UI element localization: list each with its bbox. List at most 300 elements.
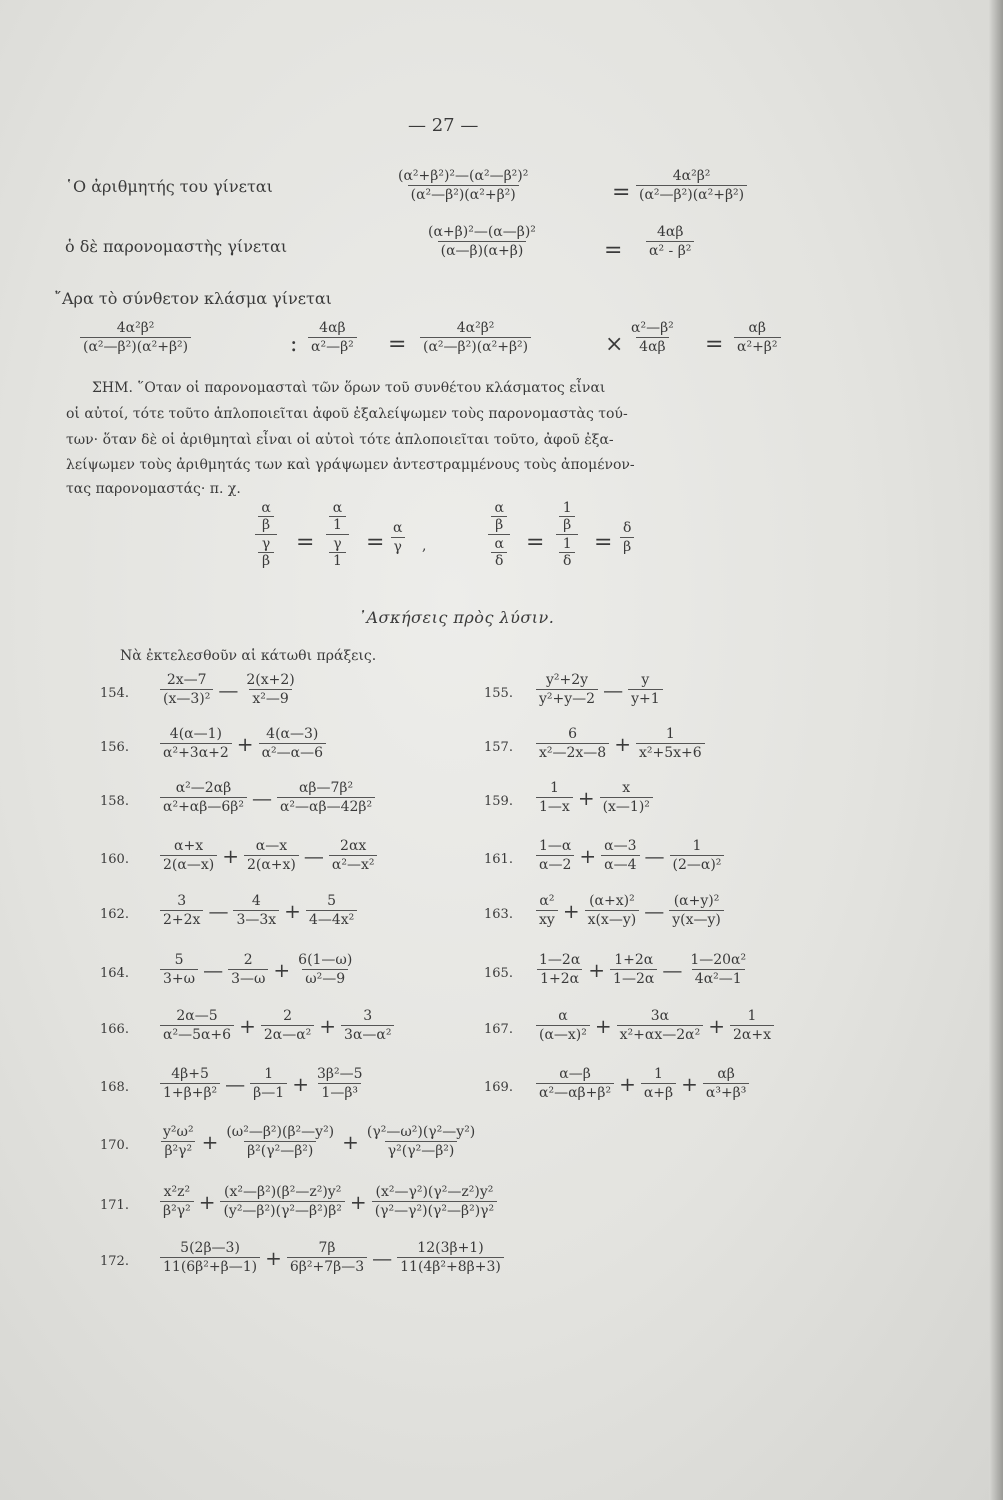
exercises-heading: ᾿Ασκήσεις πρὸς λύσιν. [358,608,555,627]
compound-numerator [556,500,578,534]
exercise-expression [160,1066,365,1101]
plus-sign: + [222,843,239,868]
fraction-denominator: x²—9 [249,689,291,707]
fraction-denominator: α²+β² [734,337,781,355]
fraction [397,1240,504,1275]
fraction-numerator: γ [261,536,271,552]
compound-fraction [556,500,578,569]
exercise-expression [160,726,326,761]
fraction-denominator: 2(α+x) [244,855,299,873]
compound-numerator [488,500,510,534]
fraction-denominator: β [258,516,274,533]
fraction-denominator: x(x—y) [585,910,640,928]
fraction [425,224,539,259]
fraction [687,952,749,987]
fraction [244,838,299,873]
fraction-numerator: 1 [665,726,675,742]
division-sign: : [290,332,298,357]
fraction [617,1008,704,1043]
fraction-numerator: y²ω² [163,1124,194,1140]
compound-numerator [255,500,277,534]
exercise-number: 168. [100,1080,129,1095]
minus-sign: — [603,677,624,702]
fraction-denominator: 1—2α [610,969,657,987]
exercise-number: 155. [484,686,513,701]
fraction [620,520,634,555]
fraction-numerator: 3 [363,1008,373,1024]
minus-sign: — [644,843,665,868]
exercise-number: 154. [100,686,129,701]
exercise-expression [160,1240,504,1275]
exercise-number: 172. [100,1254,129,1269]
exercise-number: 165. [484,966,513,981]
fraction-denominator: β [559,516,575,533]
fraction-numerator: α [558,1008,568,1024]
fraction [536,672,598,707]
fraction [223,1124,337,1159]
compound-numerator [326,500,349,534]
fraction-numerator: αβ [748,320,767,336]
exercise-expression [536,838,724,873]
fraction [233,893,279,928]
minus-sign: — [372,1245,393,1270]
fraction-numerator: α [261,500,271,516]
fraction-denominator: (y²—β²)(γ²—β²)β² [220,1201,344,1219]
compound-denominator [488,534,510,569]
exercise-number: 164. [100,966,129,981]
fraction-denominator: (x—3)² [160,689,213,707]
fraction-numerator: 4(α—1) [169,726,222,742]
fraction [536,952,583,987]
fraction-denominator: α²—x² [329,855,378,873]
plus-sign: + [588,957,606,982]
fraction [670,838,725,873]
fraction-denominator: 3—ω [228,969,268,987]
equals-sign: = [296,530,315,555]
fraction [372,1184,497,1219]
fraction [243,672,297,707]
fraction-numerator: αβ [717,1066,735,1082]
fraction-numerator: 4 [251,893,261,909]
fraction-denominator: (2—α)² [670,855,725,873]
plus-sign: + [198,1189,216,1214]
fraction-numerator: x [622,780,631,796]
fraction-numerator: 4αβ [656,224,684,240]
exercise-expression [160,672,298,707]
fraction-numerator: 4β+5 [171,1066,209,1082]
fraction-numerator: 3 [177,893,187,909]
fraction-denominator: β²γ² [160,1201,194,1219]
fraction-denominator: (α²—β²)(α²+β²) [420,337,531,355]
fraction-denominator: α³+β³ [703,1083,750,1101]
plus-sign: + [614,731,631,756]
fraction [261,1008,314,1043]
exercise-number: 167. [484,1022,513,1037]
note-line: λείψωμεν τοὺς ἀριθμητάς των καὶ γράψωμεν ἀντεστραμμένους τοὺς ἀπομένον- [66,457,635,473]
fraction [536,893,558,928]
fraction [536,1066,614,1101]
comma: , [422,538,427,554]
plus-sign: + [577,785,595,810]
fraction-denominator: 1+2α [537,969,582,987]
fraction [160,1124,197,1159]
fraction [259,726,326,761]
fraction-numerator: 3β²—5 [316,1066,363,1082]
fraction-denominator: α²—α—6 [259,743,326,761]
fraction-numerator: 1 [562,500,572,516]
fraction-denominator: γ [391,537,405,555]
exercise-expression [160,1184,497,1219]
plus-sign: + [349,1189,367,1214]
fraction [80,320,191,355]
minus-sign: — [303,843,324,868]
fraction-numerator: y²+2y [546,672,589,688]
fraction-numerator: α²—2αβ [175,780,232,796]
compound-denominator [326,534,349,569]
compound-fraction [255,500,277,569]
page-number: — 27 — [408,115,479,136]
fraction-numerator: 4α²β² [456,320,495,336]
fraction-numerator: 1 [654,1066,663,1082]
fraction-denominator: 4—4x² [306,910,357,928]
fraction-numerator: 1 [264,1066,274,1082]
fraction-numerator: 1 [747,1008,757,1024]
exercise-number: 159. [484,794,513,809]
fraction-denominator: 1—x [536,797,573,815]
fraction [628,320,677,355]
exercise-expression [536,780,653,815]
fraction [160,672,213,707]
fraction-denominator: δ [559,552,575,569]
fraction [636,168,747,203]
fraction-numerator: α—x [255,838,288,854]
fraction-denominator: 3+ω [160,969,198,987]
fraction [395,168,531,203]
fraction [220,1184,344,1219]
exercise-number: 156. [100,740,129,755]
equals-sign: = [594,530,613,555]
fraction-denominator: y(x—y) [669,910,724,928]
equals-sign: = [604,238,623,263]
fraction-denominator: α²—αβ—42β² [277,797,375,815]
exercise-number: 170. [100,1138,129,1153]
page-edge-shadow [989,0,1003,1500]
fraction-numerator: 1—20α² [690,952,747,968]
fraction-denominator: β²γ² [161,1141,195,1159]
exercise-expression [536,726,705,761]
fraction-numerator: (γ²—ω²)(γ²—y²) [366,1124,476,1140]
fraction-denominator: α²+3α+2 [160,743,232,761]
fraction-denominator: α² - β² [646,241,694,259]
fraction [306,893,357,928]
fraction-numerator: (α+x)² [589,893,635,909]
exercise-number: 162. [100,907,129,922]
fraction-denominator: β [620,537,634,555]
fraction-numerator: 4α²β² [116,320,155,336]
equals-sign: = [526,530,545,555]
fraction [585,893,640,928]
fraction [734,320,781,355]
fraction-denominator: 4αβ [636,337,668,355]
fraction-numerator: (x²—γ²)(γ²—z²)y² [375,1184,494,1200]
fraction-numerator: 1—α [539,838,572,854]
fraction [628,672,663,707]
minus-sign: — [218,677,239,702]
fraction [160,893,203,928]
fraction-denominator: y²+y—2 [536,689,598,707]
fraction-denominator: α²+αβ—6β² [160,797,247,815]
fraction-numerator: α² [539,893,555,909]
plus-sign: + [562,898,580,923]
fraction-denominator: x²+5x+6 [636,743,705,761]
exercise-expression [536,893,724,928]
fraction-numerator: 7β [318,1240,336,1256]
fraction-numerator: α [494,500,504,516]
fraction [228,952,268,987]
fraction [287,1240,367,1275]
exercise-expression [536,1066,749,1101]
fraction-numerator: x²z² [163,1184,191,1200]
fraction-numerator: 5 [174,952,184,968]
fraction-denominator: β²(γ²—β²) [244,1141,316,1159]
exercise-expression [160,952,355,987]
fraction [160,838,217,873]
fraction-denominator: 3—3x [233,910,279,928]
fraction [329,838,378,873]
fraction-numerator: 1 [562,536,572,552]
fraction-numerator: 4αβ [319,320,346,336]
fraction-denominator: γ²(γ²—β²) [385,1141,458,1159]
fraction [600,780,653,815]
fraction-numerator: 6(1—ω) [298,952,353,968]
fraction-denominator: (α²—β²)(α²+β²) [408,185,519,203]
fraction-denominator: β—1 [250,1083,287,1101]
fraction [160,780,247,815]
exercise-expression [160,838,377,873]
fraction-denominator: 1—β³ [318,1083,361,1101]
fraction-denominator: β [258,552,274,569]
fraction-denominator: 2α+x [730,1025,774,1043]
fraction-denominator: 1 [329,552,346,569]
fraction-denominator: ω²—9 [302,969,348,987]
fraction-numerator: (α+β)²—(α—β)² [428,224,536,240]
fraction-numerator: α—β [559,1066,591,1082]
fraction-denominator: 3α—α² [341,1025,394,1043]
fraction-numerator: y [641,672,650,688]
minus-sign: — [225,1071,246,1096]
fraction-numerator: (α+y)² [673,893,720,909]
fraction-denominator: 2(α—x) [160,855,217,873]
minus-sign: — [251,785,272,810]
exercise-number: 163. [484,907,513,922]
fraction [610,952,657,987]
plus-sign: + [265,1245,282,1270]
fraction-denominator: xy [536,910,558,928]
fraction-numerator: 3α [650,1008,670,1024]
plus-sign: + [292,1071,309,1096]
note-line: ΣΗΜ. ῞Οταν οἱ παρονομασταὶ τῶν ὅρων τοῦ συνθέτου κλάσματος εἶναι [92,380,606,396]
fraction-denominator: α²—5α+6 [160,1025,234,1043]
fraction-numerator: α+x [174,838,204,854]
exercise-expression [160,1124,478,1159]
fraction-numerator: 2αx [340,838,367,854]
fraction [536,780,573,815]
exercise-expression [536,672,663,707]
compound-label: ῎Αρα τὸ σύνθετον κλάσμα γίνεται [54,289,332,308]
fraction [636,726,705,761]
fraction-numerator: (x²—β²)(β²—z²)y² [224,1184,342,1200]
exercise-expression [536,952,749,987]
fraction [308,320,357,355]
fraction [160,1240,260,1275]
fraction-numerator: α [494,536,504,552]
fraction [314,1066,366,1101]
fraction-numerator: 2(x+2) [246,672,295,688]
fraction-denominator: 4α²—1 [692,969,745,987]
exercise-expression [160,780,375,815]
fraction [160,1184,194,1219]
fraction-denominator: 2α—α² [261,1025,314,1043]
plus-sign: + [579,843,597,868]
exercise-number: 161. [484,852,513,867]
fraction-denominator: 11(4β²+8β+3) [397,1257,504,1275]
fraction [536,838,574,873]
minus-sign: — [644,898,665,923]
fraction-numerator: 4(α—3) [266,726,319,742]
exercise-number: 160. [100,852,129,867]
compound-fraction [488,500,510,569]
fraction [646,224,694,259]
equals-sign: = [388,332,407,357]
fraction-denominator: x²—2x—8 [536,743,609,761]
fraction [250,1066,287,1101]
note-line: τας παρονομαστάς· π. χ. [66,481,241,497]
fraction [536,1008,590,1043]
instruction-text: Νὰ ἐκτελεσθοῦν αἱ κάτωθι πράξεις. [120,648,377,664]
fraction-denominator: x²+αx—2α² [617,1025,704,1043]
fraction-denominator: 6β²+7β—3 [287,1257,367,1275]
fraction [641,1066,676,1101]
fraction-denominator: (α²—β²)(α²+β²) [80,337,191,355]
fraction [160,1008,234,1043]
exercise-expression [536,1008,774,1043]
fraction-numerator: α—3 [604,838,637,854]
fraction-numerator: α [393,520,403,536]
fraction [160,1066,220,1101]
fraction-numerator: 2 [243,952,253,968]
plus-sign: + [239,1013,256,1038]
fraction-denominator: (α²—β²)(α²+β²) [636,185,747,203]
fraction [669,893,724,928]
fraction-denominator: 11(6β²+β—1) [160,1257,260,1275]
fraction-denominator: α—4 [601,855,639,873]
fraction-numerator: 2α—5 [176,1008,218,1024]
fraction-numerator: αβ—7β² [298,780,354,796]
fraction-numerator: 1 [692,838,702,854]
fraction-denominator: (x—1)² [600,797,653,815]
note-line: οἱ αὐτοί, τότε τοῦτο ἁπλοποιεῖται ἀφοῦ ἐξαλείψωμεν τοὺς παρονομαστὰς τού- [66,406,628,422]
exercise-number: 158. [100,794,129,809]
fraction-denominator: (γ²—γ²)(γ²—β²)γ² [372,1201,497,1219]
fraction-denominator: α—2 [536,855,574,873]
fraction-denominator: β [491,516,507,533]
plus-sign: + [681,1071,698,1096]
fraction [420,320,531,355]
fraction [730,1008,774,1043]
fraction-numerator: α²—β² [631,320,674,336]
fraction-denominator: (α—x)² [536,1025,590,1043]
fraction-numerator: α [332,500,343,516]
fraction-denominator: 1 [329,516,346,533]
fraction-numerator: (ω²—β²)(β²—y²) [226,1124,335,1140]
compound-denominator [255,534,277,569]
times-sign: × [605,332,624,357]
plus-sign: + [619,1071,636,1096]
fraction [295,952,355,987]
plus-sign: + [708,1013,725,1038]
fraction [160,952,198,987]
plus-sign: + [201,1129,219,1154]
exercise-number: 166. [100,1022,129,1037]
fraction [601,838,639,873]
fraction-numerator: 4α²β² [672,168,711,184]
fraction-denominator: δ [491,552,507,569]
fraction-numerator: 2x—7 [166,672,207,688]
plus-sign: + [594,1013,612,1038]
fraction-numerator: 1—2α [539,952,581,968]
compound-denominator [556,534,578,569]
fraction-denominator: 2+2x [160,910,203,928]
minus-sign: — [208,898,229,923]
fraction [277,780,375,815]
fraction [160,726,232,761]
equals-sign: = [612,180,631,205]
fraction-denominator: (α—β)(α+β) [438,241,527,259]
fraction-numerator: 1+2α [614,952,654,968]
equals-sign: = [705,332,724,357]
fraction-denominator: α²—αβ+β² [536,1083,614,1101]
fraction [390,520,405,555]
fraction-numerator: 5 [327,893,337,909]
fraction [341,1008,394,1043]
fraction-numerator: 6 [568,726,578,742]
fraction-numerator: γ [333,536,342,552]
fraction-denominator: 1+β+β² [160,1083,220,1101]
fraction-numerator: 12(3β+1) [417,1240,484,1256]
exercise-expression [160,893,357,928]
plus-sign: + [319,1013,337,1038]
note-line: των· ὅταν δὲ οἱ ἀριθμηταὶ εἶναι οἱ αὐτοὶ τότε ἁπλοποιεῖται τοῦτο, ἀφοῦ ἐξα- [66,432,614,448]
fraction [536,726,609,761]
fraction-numerator: δ [623,520,632,536]
fraction-numerator: 1 [549,780,559,796]
exercise-number: 157. [484,740,513,755]
minus-sign: — [203,957,224,982]
minus-sign: — [662,957,683,982]
fraction-numerator: 2 [283,1008,293,1024]
plus-sign: + [342,1129,359,1154]
fraction-numerator: (α²+β²)²—(α²—β²)² [398,168,529,184]
fraction-denominator: α+β [641,1083,676,1101]
fraction-numerator: 5(2β—3) [180,1240,240,1256]
plus-sign: + [236,731,254,756]
fraction [364,1124,478,1159]
compound-fraction [326,500,349,569]
exercise-expression [160,1008,394,1043]
numerator-label: ῾Ο ἀριθμητής του γίνεται [65,177,273,196]
fraction-denominator: y+1 [628,689,663,707]
equals-sign: = [366,530,385,555]
